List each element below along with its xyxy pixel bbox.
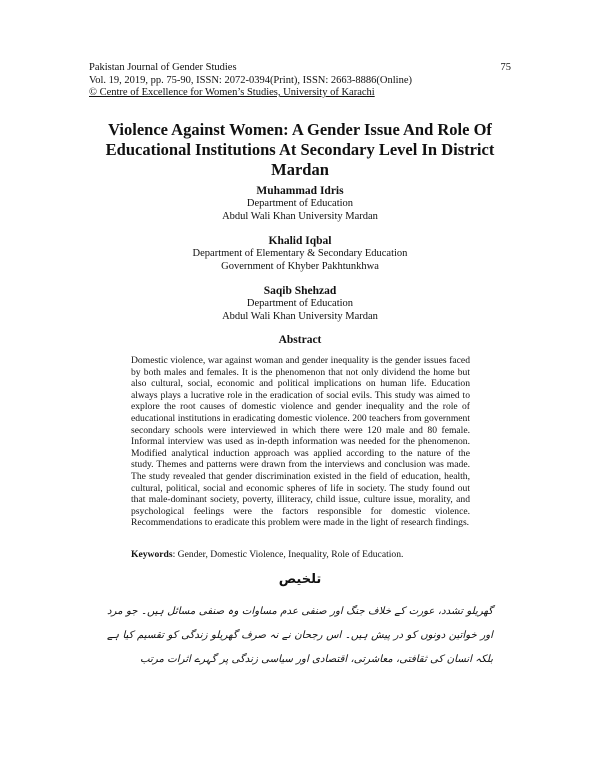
author-affiliation: Department of Education: [246, 198, 354, 209]
author-block-3: [95, 284, 505, 323]
author-affiliation: Abdul Wali Khan University Mardan: [222, 310, 378, 322]
author-name: Saqib Shehzad: [263, 285, 337, 297]
page-number: 75: [500, 62, 511, 73]
keywords-label: Keywords: [131, 549, 173, 560]
author-name: Muhammad Idris: [256, 185, 344, 197]
author-affiliation: Department of Education: [246, 298, 354, 309]
paper-title: Violence Against Women: A Gender Issue And Role Of Educational Institutions At Secondary Level In District Mardan: [105, 120, 495, 179]
copyright-link[interactable]: © Centre of Excellence for Women’s Studies, University of Karachi: [89, 87, 375, 98]
urdu-abstract-body: گھریلو تشدد، عورت کے خلاف جنگ اور صنفی عدم مساوات وہ صنفی مسائل ہیں۔ جو مرد اور خواتین دونوں کو در پیش ہیں۔ اس رجحان نے نہ صرف گھریلو زندگی کو تقسیم کیا ہے بلکہ انسان کی ثقافتی، معاشرتی، اقتصادی اور سیاسی زندگی پر گہرے اثرات مرتب: [107, 606, 493, 665]
volume-issn-line: Vol. 19, 2019, pp. 75-90, ISSN: 2072-0394(Print), ISSN: 2663-8886(Online): [89, 74, 412, 86]
author-block-1: [95, 184, 505, 223]
author-affiliation: Abdul Wali Khan University Mardan: [222, 210, 378, 222]
author-name: Khalid Iqbal: [268, 235, 332, 247]
abstract-heading: Abstract: [278, 334, 322, 346]
keywords-text: : Gender, Domestic Violence, Inequality, Role of Education.: [172, 549, 404, 560]
journal-header: [89, 62, 412, 100]
abstract-body: Domestic violence, war against woman and gender inequality is the gender issues faced by both males and females. It is the phenomenon that not only dividend the home but also cultural, social, economic and political implications on human life. Education always plays a lucrative role in the eradication of social evils. This study was aimed to explore the root causes of domestic violence and gender inequality and the role of educational institutions in eradicating domestic violence. 200 teachers from government secondary schools were interviewed in which there were 120 male and 80 female. Informal interview was used as in-depth information was needed for the phenomenon. Modified analytical induction approach was applied according to the nature of the study. Themes and patterns were drawn from the interviews and conclusion was made. The study revealed that gender discrimination existed in the field of education, health, cultural, political, social and economic spheres of life in society. The study found out that male-dominant society, poverty, illiteracy, child issue, culture issue, morality, and psychological feelings were the factors responsible for domestic violence. Recommendations to eradicate this problem were made in the light of research findings.: [131, 355, 470, 529]
author-affiliation: Department of Elementary & Secondary Education: [192, 248, 408, 259]
author-block-2: [95, 234, 505, 273]
journal-name: Pakistan Journal of Gender Studies: [89, 62, 237, 73]
urdu-abstract-heading: تلخیص: [278, 572, 322, 587]
keywords-line: [131, 549, 470, 560]
author-affiliation: Government of Khyber Pakhtunkhwa: [221, 260, 379, 272]
